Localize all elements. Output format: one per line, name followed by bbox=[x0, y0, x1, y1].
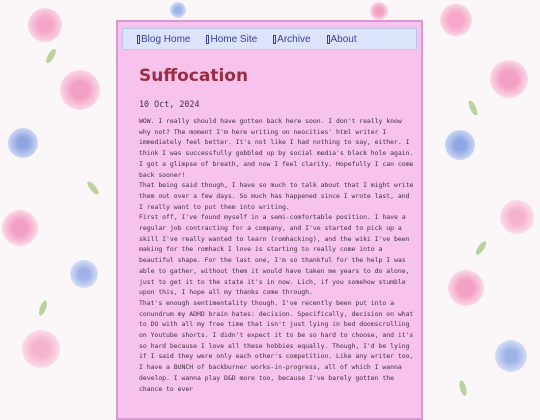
nav-about-label: About bbox=[330, 33, 357, 45]
flower-decoration bbox=[500, 200, 534, 234]
top-nav bbox=[122, 28, 417, 50]
post-body bbox=[139, 116, 414, 394]
leaf-decoration bbox=[474, 240, 488, 257]
flower-decoration bbox=[22, 330, 60, 368]
home-icon bbox=[137, 35, 140, 44]
post-paragraph: First off, I've found myself in a semi-comfortable position. I have a regular job contracting for a company, and I've started to pick up a skill I've really wanted to learn (romhacking), and the wiki I've been making for the romhack I love is starting to really come into a beautiful shape. For the last one, I'm so thankful for the help I was able to gather, without them it would have taken me years to do alone, just to get it to the state it's in now. Lich, if you somehow stumble upon this, I hope all my thanks come through. bbox=[139, 213, 410, 297]
leaf-decoration bbox=[86, 180, 101, 196]
post-paragraph: That's enough sentimentality though. I've recently been put into a conundrum my ADHD brain hates: decision. Specifically, decision on what to DO with all my free time that isn't just lying in bed doomscrolling on Youtube shorts. I didn't expect it to be so hard to choose, and it's so hard because I love all these hobbies equally. Though, I'd be lying if I said they were only each other's competition. Like any writer too, I have a BUNCH of backburner works-in-progress, all of which I wanna develop. I wanna play D&D more too, because I've barely gotten the chance to ever bbox=[139, 298, 414, 393]
flower-decoration bbox=[495, 340, 527, 372]
nav-archive-label: Archive bbox=[277, 33, 311, 45]
flower-decoration bbox=[448, 270, 484, 306]
nav-home-site-link[interactable] bbox=[206, 34, 257, 45]
flower-decoration bbox=[170, 2, 186, 18]
flower-decoration bbox=[370, 2, 388, 20]
flower-decoration bbox=[2, 210, 38, 246]
post-paragraph: WOW. I really should have gotten back here soon. I don't really know why not? The moment I'm here writing on neocities' html writer I immediately feel better. It's not like I had nothing to say, either. I think I was successfully gobbled up by social media's black hole again. I got a glimpse of breath, and now I feel clarity. Hopefully I can come back sooner! bbox=[139, 117, 414, 179]
nav-blog-home-link[interactable] bbox=[137, 34, 190, 45]
leaf-decoration bbox=[467, 99, 479, 116]
nav-about-link[interactable] bbox=[327, 34, 357, 45]
post-paragraph: That being said though, I have so much to talk about that I might write them out over a few days. So much has happened since I wrote last, and I really want to put them into writing. bbox=[139, 181, 414, 211]
nav-home-site-label: Home Site bbox=[210, 33, 258, 45]
content-panel bbox=[116, 20, 423, 420]
flower-decoration bbox=[8, 128, 38, 158]
nav-blog-home-label: Blog Home bbox=[141, 33, 191, 45]
info-icon bbox=[327, 35, 330, 44]
house-icon bbox=[206, 35, 209, 44]
flower-decoration bbox=[445, 130, 475, 160]
post-date: 10 Oct, 2024 bbox=[139, 99, 200, 109]
post-title: Suffocation bbox=[139, 66, 249, 86]
flower-decoration bbox=[60, 70, 100, 110]
nav-archive-link[interactable] bbox=[273, 34, 310, 45]
flower-decoration bbox=[70, 260, 98, 288]
archive-icon bbox=[273, 35, 276, 44]
flower-decoration bbox=[440, 4, 472, 36]
leaf-decoration bbox=[37, 299, 48, 316]
flower-decoration bbox=[490, 60, 528, 98]
leaf-decoration bbox=[44, 48, 57, 65]
leaf-decoration bbox=[458, 379, 468, 396]
flower-decoration bbox=[28, 8, 62, 42]
